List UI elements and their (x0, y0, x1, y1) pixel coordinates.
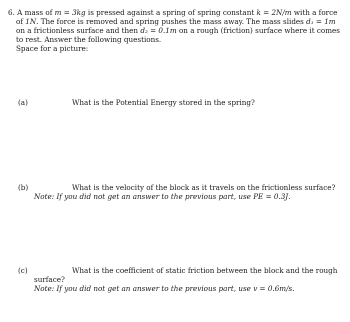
math-d1-value: 1m (324, 17, 336, 27)
problem-statement (8, 8, 346, 53)
part-c-note-math: v = 0.6m/s (253, 284, 293, 293)
math-mass-value: 3kg (72, 8, 86, 17)
problem-line-4: to rest. Answer the following questions. (16, 35, 162, 45)
math-spring-value: 2N/m (271, 8, 292, 17)
problem-line-3: on a frictionless surface and then d₂ = 0.1m on a rough (friction) surface where it comes (16, 26, 340, 36)
part-c-question-cont: surface? (34, 275, 65, 284)
part-b-question: What is the velocity of the block as it travels on the frictionless surface? (72, 183, 336, 192)
problem-line-2: of 1N. The force is removed and spring pushes the mass away. The mass slides d₁ = 1m (16, 17, 336, 27)
math-d2-symbol: d₂ (140, 26, 148, 36)
part-a-question: What is the Potential Energy stored in the spring? (72, 98, 255, 107)
math-mass-symbol: m (54, 8, 62, 17)
part-c-label: (c) (18, 266, 28, 275)
part-c-question: What is the coefficient of static friction between the block and the rough (72, 266, 338, 275)
math-d2-value: 0.1m (158, 26, 177, 36)
math-d1-symbol: d₁ (306, 17, 314, 27)
problem-line-1: 6. A mass of m = 3kg is pressed against a spring of spring constant k = 2N/m with a force (8, 8, 338, 17)
part-b-note-math: PE = 0.3J (253, 192, 289, 201)
part-a-label: (a) (18, 98, 28, 107)
problem-number: 6. (8, 8, 15, 17)
part-b-note: Note: If you did not get an answer to the previous part, use PE = 0.3J. (34, 192, 291, 201)
math-spring-symbol: k (256, 8, 261, 17)
part-c-note: Note: If you did not get an answer to the previous part, use v = 0.6m/s. (34, 284, 295, 293)
space-for-picture-label: Space for a picture: (16, 44, 89, 54)
math-force-value: 1N (25, 17, 37, 27)
part-b-label: (b) (18, 183, 29, 192)
